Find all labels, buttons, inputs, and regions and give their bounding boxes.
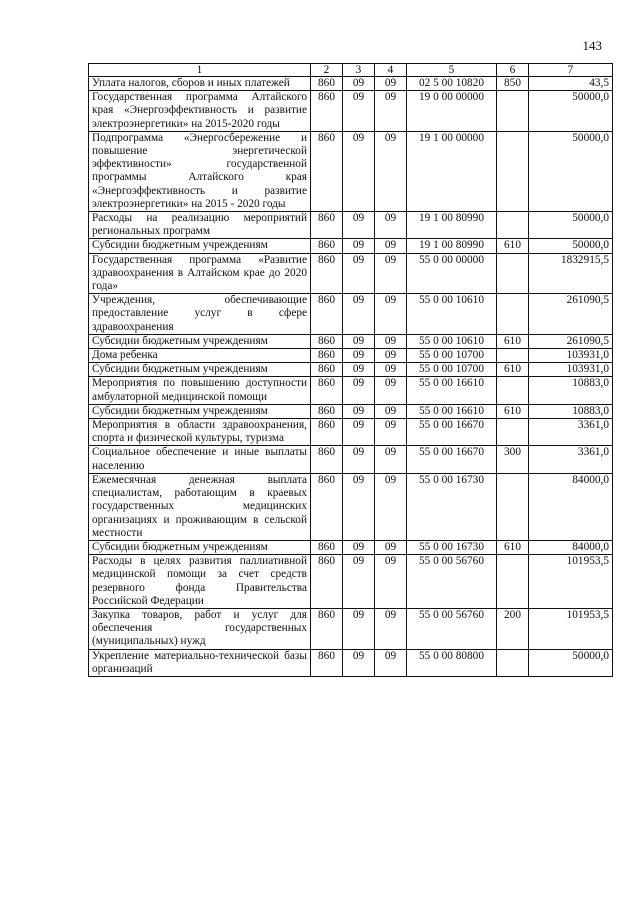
row-code-6 [497,349,529,363]
row-code-6 [497,377,529,404]
page-number: 143 [582,38,602,53]
row-code-6 [497,212,529,239]
row-code-3: 09 [343,131,375,211]
row-code-2: 860 [311,77,343,91]
row-amount: 261090,5 [529,334,613,348]
row-code-4: 09 [375,540,407,554]
row-code-5: 55 0 00 56760 [407,608,497,649]
row-code-5: 55 0 00 16670 [407,419,497,446]
row-amount: 50000,0 [529,649,613,676]
header-col-7: 7 [529,64,613,77]
row-code-2: 860 [311,377,343,404]
row-amount: 84000,0 [529,473,613,540]
budget-table [88,63,613,677]
row-code-4: 09 [375,334,407,348]
row-amount: 3361,0 [529,446,613,473]
row-name: Уплата налогов, сборов и иных платежей [89,77,311,91]
row-name: Мероприятия по повышению доступности амбулаторной медицинской помощи [89,377,311,404]
table-row [89,649,613,676]
row-code-2: 860 [311,608,343,649]
row-amount: 261090,5 [529,294,613,335]
row-code-3: 09 [343,253,375,294]
row-name: Субсидии бюджетным учреждениям [89,404,311,418]
header-col-2: 2 [311,64,343,77]
row-amount: 50000,0 [529,91,613,132]
row-code-4: 09 [375,212,407,239]
row-code-2: 860 [311,363,343,377]
row-code-5: 55 0 00 10610 [407,294,497,335]
row-code-3: 09 [343,404,375,418]
row-code-2: 860 [311,131,343,211]
row-amount: 43,5 [529,77,613,91]
row-code-3: 09 [343,363,375,377]
table-body [89,77,613,677]
row-code-5: 19 1 00 80990 [407,239,497,253]
row-code-6: 200 [497,608,529,649]
row-code-2: 860 [311,334,343,348]
row-name: Государственная программа Алтайского края «Энергоэффективность и развитие электроэнергетики» на 2015-2020 годы [89,91,311,132]
row-code-3: 09 [343,212,375,239]
row-code-3: 09 [343,334,375,348]
row-code-2: 860 [311,419,343,446]
row-name: Государственная программа «Развитие здравоохранения в Алтайском крае до 2020 года» [89,253,311,294]
row-code-4: 09 [375,555,407,609]
table-row [89,212,613,239]
row-code-6: 610 [497,334,529,348]
row-name: Укрепление материально-технической базы организаций [89,649,311,676]
row-code-4: 09 [375,473,407,540]
row-amount: 84000,0 [529,540,613,554]
table-row [89,91,613,132]
row-code-5: 55 0 00 10610 [407,334,497,348]
table-row [89,363,613,377]
row-name: Расходы в целях развития паллиативной медицинской помощи за счет средств резервного фонда Правительства Российской Федерации [89,555,311,609]
row-code-5: 55 0 00 80800 [407,649,497,676]
row-code-3: 09 [343,555,375,609]
table-row [89,608,613,649]
row-code-6 [497,473,529,540]
row-code-5: 55 0 00 16610 [407,404,497,418]
row-code-5: 19 1 00 00000 [407,131,497,211]
row-code-2: 860 [311,649,343,676]
header-col-5: 5 [407,64,497,77]
row-code-4: 09 [375,649,407,676]
row-code-4: 09 [375,419,407,446]
header-col-6: 6 [497,64,529,77]
row-name: Закупка товаров, работ и услуг для обеспечения государственных (муниципальных) нужд [89,608,311,649]
row-code-6 [497,555,529,609]
row-code-3: 09 [343,349,375,363]
row-code-3: 09 [343,473,375,540]
table-row [89,77,613,91]
row-code-3: 09 [343,77,375,91]
row-name: Субсидии бюджетным учреждениям [89,540,311,554]
table-row [89,555,613,609]
row-code-6: 850 [497,77,529,91]
row-amount: 3361,0 [529,419,613,446]
row-code-6 [497,294,529,335]
row-code-6: 300 [497,446,529,473]
table-row [89,349,613,363]
row-code-2: 860 [311,404,343,418]
row-code-5: 19 1 00 80990 [407,212,497,239]
row-code-4: 09 [375,294,407,335]
row-code-4: 09 [375,131,407,211]
row-amount: 50000,0 [529,212,613,239]
table-row [89,377,613,404]
row-code-3: 09 [343,377,375,404]
table-row [89,446,613,473]
header-col-3: 3 [343,64,375,77]
header-col-4: 4 [375,64,407,77]
row-code-2: 860 [311,555,343,609]
row-code-4: 09 [375,349,407,363]
row-name: Субсидии бюджетным учреждениям [89,334,311,348]
row-name: Учреждения, обеспечивающие предоставление услуг в сфере здравоохранения [89,294,311,335]
header-row [89,64,613,77]
row-code-3: 09 [343,91,375,132]
header-col-1: 1 [89,64,311,77]
row-code-4: 09 [375,608,407,649]
row-amount: 50000,0 [529,131,613,211]
row-name: Дома ребенка [89,349,311,363]
table-row [89,294,613,335]
row-code-5: 55 0 00 16730 [407,540,497,554]
table-row [89,473,613,540]
row-code-4: 09 [375,91,407,132]
row-code-6 [497,419,529,446]
row-code-5: 55 0 00 16730 [407,473,497,540]
row-code-2: 860 [311,349,343,363]
table-row [89,404,613,418]
row-name: Социальное обеспечение и иные выплаты населению [89,446,311,473]
row-code-2: 860 [311,212,343,239]
table-row [89,540,613,554]
row-amount: 10883,0 [529,404,613,418]
row-amount: 1832915,5 [529,253,613,294]
row-code-3: 09 [343,419,375,446]
row-code-5: 55 0 00 56760 [407,555,497,609]
row-code-4: 09 [375,363,407,377]
table-row [89,253,613,294]
row-amount: 10883,0 [529,377,613,404]
row-name: Субсидии бюджетным учреждениям [89,239,311,253]
row-code-5: 55 0 00 10700 [407,349,497,363]
row-name: Мероприятия в области здравоохранения, спорта и физической культуры, туризма [89,419,311,446]
row-code-4: 09 [375,377,407,404]
row-code-5: 19 0 00 00000 [407,91,497,132]
row-amount: 103931,0 [529,363,613,377]
row-name: Подпрограмма «Энергосбережение и повышение энергетической эффективности» государственной программы Алтайского края «Энергоэффективность и развитие электроэнергетики» на 2015 - 2020 годы [89,131,311,211]
row-code-6 [497,131,529,211]
row-code-3: 09 [343,649,375,676]
row-code-4: 09 [375,404,407,418]
row-amount: 101953,5 [529,608,613,649]
row-code-5: 55 0 00 16610 [407,377,497,404]
row-code-3: 09 [343,608,375,649]
row-amount: 101953,5 [529,555,613,609]
row-code-6 [497,649,529,676]
row-code-5: 55 0 00 16670 [407,446,497,473]
row-code-2: 860 [311,239,343,253]
row-amount: 103931,0 [529,349,613,363]
table-header [89,64,613,77]
row-name: Расходы на реализацию мероприятий региональных программ [89,212,311,239]
row-code-6 [497,91,529,132]
row-code-4: 09 [375,446,407,473]
row-code-3: 09 [343,239,375,253]
row-name: Ежемесячная денежная выплата специалистам, работающим в краевых государственных медицинских организациях и проживающим в сельской местности [89,473,311,540]
row-name: Субсидии бюджетным учреждениям [89,363,311,377]
table-row [89,419,613,446]
row-code-4: 09 [375,77,407,91]
table-row [89,239,613,253]
row-code-6: 610 [497,540,529,554]
row-code-2: 860 [311,294,343,335]
row-code-2: 860 [311,540,343,554]
row-code-3: 09 [343,540,375,554]
row-code-4: 09 [375,253,407,294]
row-code-2: 860 [311,91,343,132]
row-code-5: 02 5 00 10820 [407,77,497,91]
row-code-6: 610 [497,363,529,377]
row-code-5: 55 0 00 10700 [407,363,497,377]
row-code-5: 55 0 00 00000 [407,253,497,294]
row-amount: 50000,0 [529,239,613,253]
row-code-4: 09 [375,239,407,253]
row-code-6 [497,253,529,294]
row-code-3: 09 [343,294,375,335]
row-code-2: 860 [311,473,343,540]
row-code-2: 860 [311,446,343,473]
row-code-2: 860 [311,253,343,294]
row-code-3: 09 [343,446,375,473]
table-row [89,334,613,348]
table-row [89,131,613,211]
row-code-6: 610 [497,404,529,418]
row-code-6: 610 [497,239,529,253]
